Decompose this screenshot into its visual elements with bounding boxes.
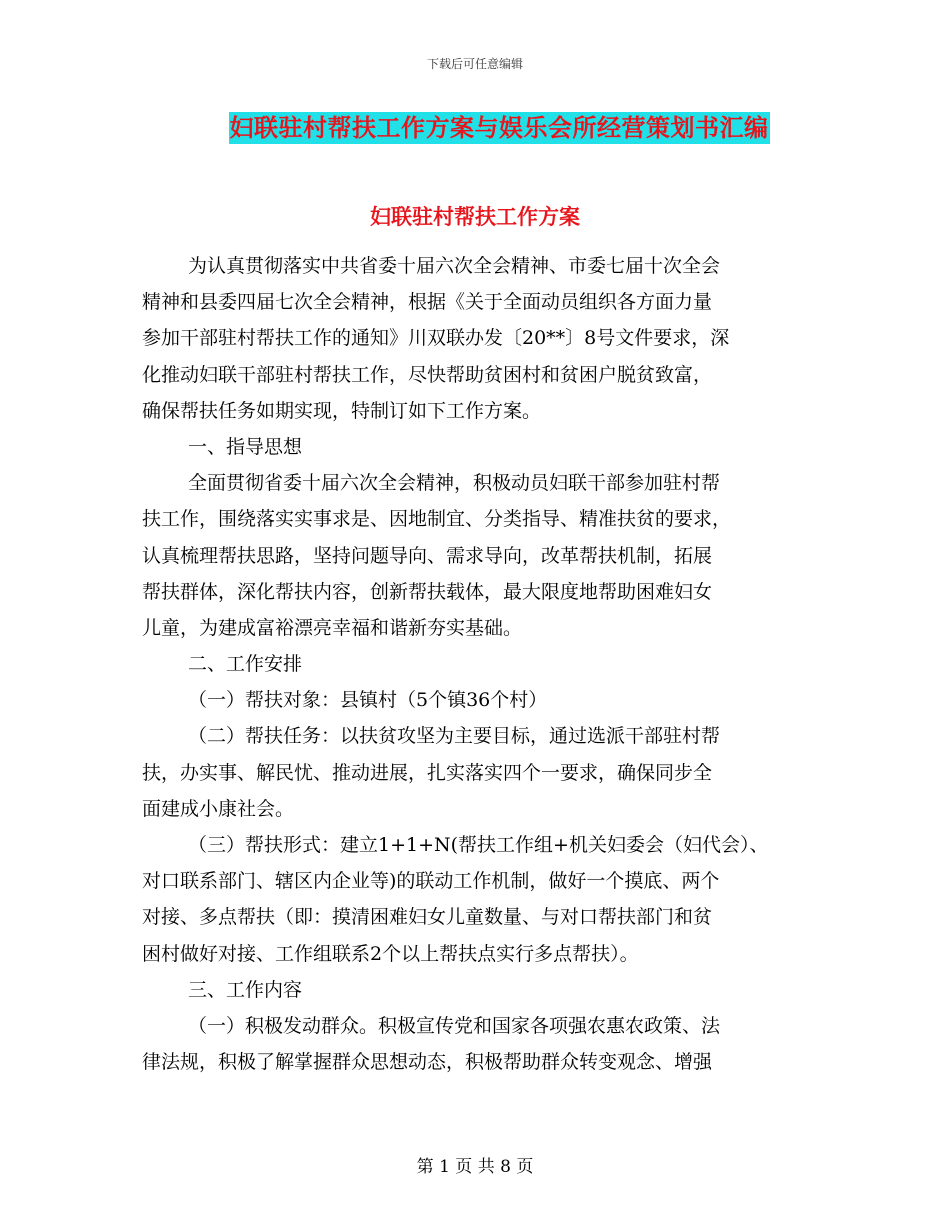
text-line: 律法规，积极了解掌握群众思想动态，积极帮助群众转变观念、增强 <box>142 1051 713 1074</box>
text-line: （一）帮扶对象：县镇村（5个镇36个村） <box>188 689 548 712</box>
paragraph-guiding-ideology <box>142 465 812 646</box>
heading-work-arrangement <box>142 646 812 682</box>
text-line: 对接、多点帮扶（即：摸清困难妇女儿童数量、与对口帮扶部门和贫 <box>142 906 713 929</box>
paragraph-target <box>142 682 812 718</box>
text-line: 为认真贯彻落实中共省委十届六次全会精神、市委七届十次全会 <box>188 255 721 277</box>
text-line: （二）帮扶任务：以扶贫攻坚为主要目标，通过选派干部驻村帮 <box>188 725 721 748</box>
section-title: 妇联驻村帮扶工作方案 <box>370 204 580 229</box>
text-line: 帮扶群体，深化帮扶内容，创新帮扶载体，最大限度地帮助困难妇女 <box>142 580 713 603</box>
paragraph-mobilize <box>142 1008 812 1080</box>
text-line: 一、指导思想 <box>188 435 303 458</box>
text-line: （三）帮扶形式：建立1+1+N(帮扶工作组+机关妇委会（妇代会）、 <box>188 834 769 856</box>
paragraph-form <box>142 827 812 972</box>
body-text <box>142 248 812 1080</box>
text-line: 化推动妇联干部驻村帮扶工作，尽快帮助贫困村和贫困户脱贫致富， <box>142 363 713 386</box>
text-line: 儿童，为建成富裕漂亮幸福和谐新夯实基础。 <box>142 616 523 639</box>
text-line: 扶，办实事、解民忧、推动进展，扎实落实四个一要求，确保同步全 <box>142 761 713 784</box>
page-footer: 第 1 页 共 8 页 <box>416 1157 534 1177</box>
text-line: 参加干部驻村帮扶工作的通知》川双联办发〔20**〕8号文件要求，深 <box>142 327 730 350</box>
text-line: 全面贯彻省委十届六次全会精神，积极动员妇联干部参加驻村帮 <box>188 472 721 495</box>
text-line: 面建成小康社会。 <box>142 797 295 820</box>
heading-work-content <box>142 972 812 1008</box>
text-line: 认真梳理帮扶思路，坚持问题导向、需求导向，改革帮扶机制，拓展 <box>142 544 713 567</box>
text-line: 确保帮扶任务如期实现，特制订如下工作方案。 <box>142 399 542 422</box>
text-line: 精神和县委四届七次全会精神，根据《关于全面动员组织各方面力量 <box>142 291 713 314</box>
text-line: （一）积极发动群众。积极宣传党和国家各项强农惠农政策、法 <box>188 1014 721 1037</box>
paragraph-intro <box>142 248 812 429</box>
text-line: 困村做好对接、工作组联系2个以上帮扶点实行多点帮扶）。 <box>142 942 639 965</box>
heading-guiding-ideology <box>142 429 812 465</box>
text-line: 扶工作，围绕落实实事求是、因地制宜、分类指导、精准扶贫的要求， <box>142 508 732 531</box>
text-line: 三、工作内容 <box>188 978 303 1001</box>
text-line: 二、工作安排 <box>188 653 303 676</box>
header-note: 下载后可任意编辑 <box>426 57 523 71</box>
doc-title-container <box>0 112 950 144</box>
paragraph-tasks <box>142 718 812 827</box>
document-title: 妇联驻村帮扶工作方案与娱乐会所经营策划书汇编 <box>229 113 769 142</box>
text-line: 对口联系部门、辖区内企业等)的联动工作机制，做好一个摸底、两个 <box>142 870 720 893</box>
